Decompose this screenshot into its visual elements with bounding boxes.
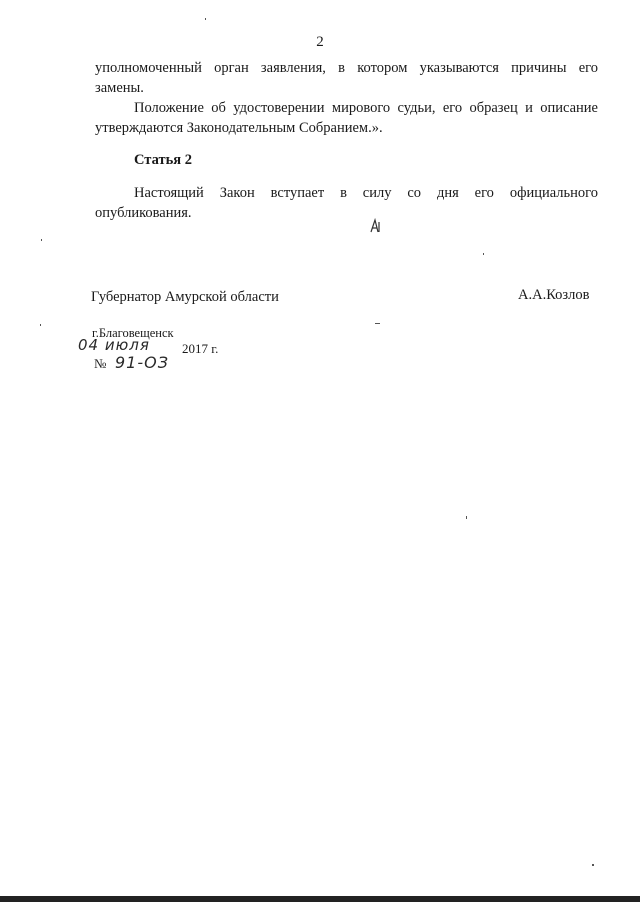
speck — [375, 323, 380, 324]
paragraph-2-line-2: утверждаются Законодательным Собранием.». — [95, 120, 383, 136]
paragraph-1-line-1: уполномоченный орган заявления, в котором указываются причины его — [95, 60, 598, 76]
city: г.Благовещенск — [92, 326, 174, 340]
paragraph-2-line-1: Положение об удостоверении мирового судьи, его образец и описание — [134, 100, 598, 116]
signature-name: А.А.Козлов — [518, 287, 590, 303]
year: 2017 г. — [182, 341, 219, 356]
handwritten-number: 91-ОЗ — [115, 353, 169, 372]
page-number: 2 — [316, 34, 324, 50]
signature-position: Губернатор Амурской области — [91, 289, 279, 305]
speck — [41, 239, 42, 241]
speck — [483, 253, 484, 255]
speck — [205, 18, 206, 20]
paragraph-3-line-2: опубликования. — [95, 205, 192, 221]
speck — [40, 324, 41, 326]
speck — [592, 864, 594, 866]
scan-edge — [0, 896, 640, 902]
handwritten-date: 04 июля — [78, 336, 150, 354]
paragraph-3-line-1: Настоящий Закон вступает в силу со дня его официального — [134, 185, 598, 201]
article-heading: Статья 2 — [134, 152, 192, 168]
number-prefix: № — [94, 356, 107, 371]
speck — [466, 516, 467, 519]
stamp-mark-icon — [368, 218, 382, 234]
paragraph-1-line-2: замены. — [95, 80, 144, 96]
